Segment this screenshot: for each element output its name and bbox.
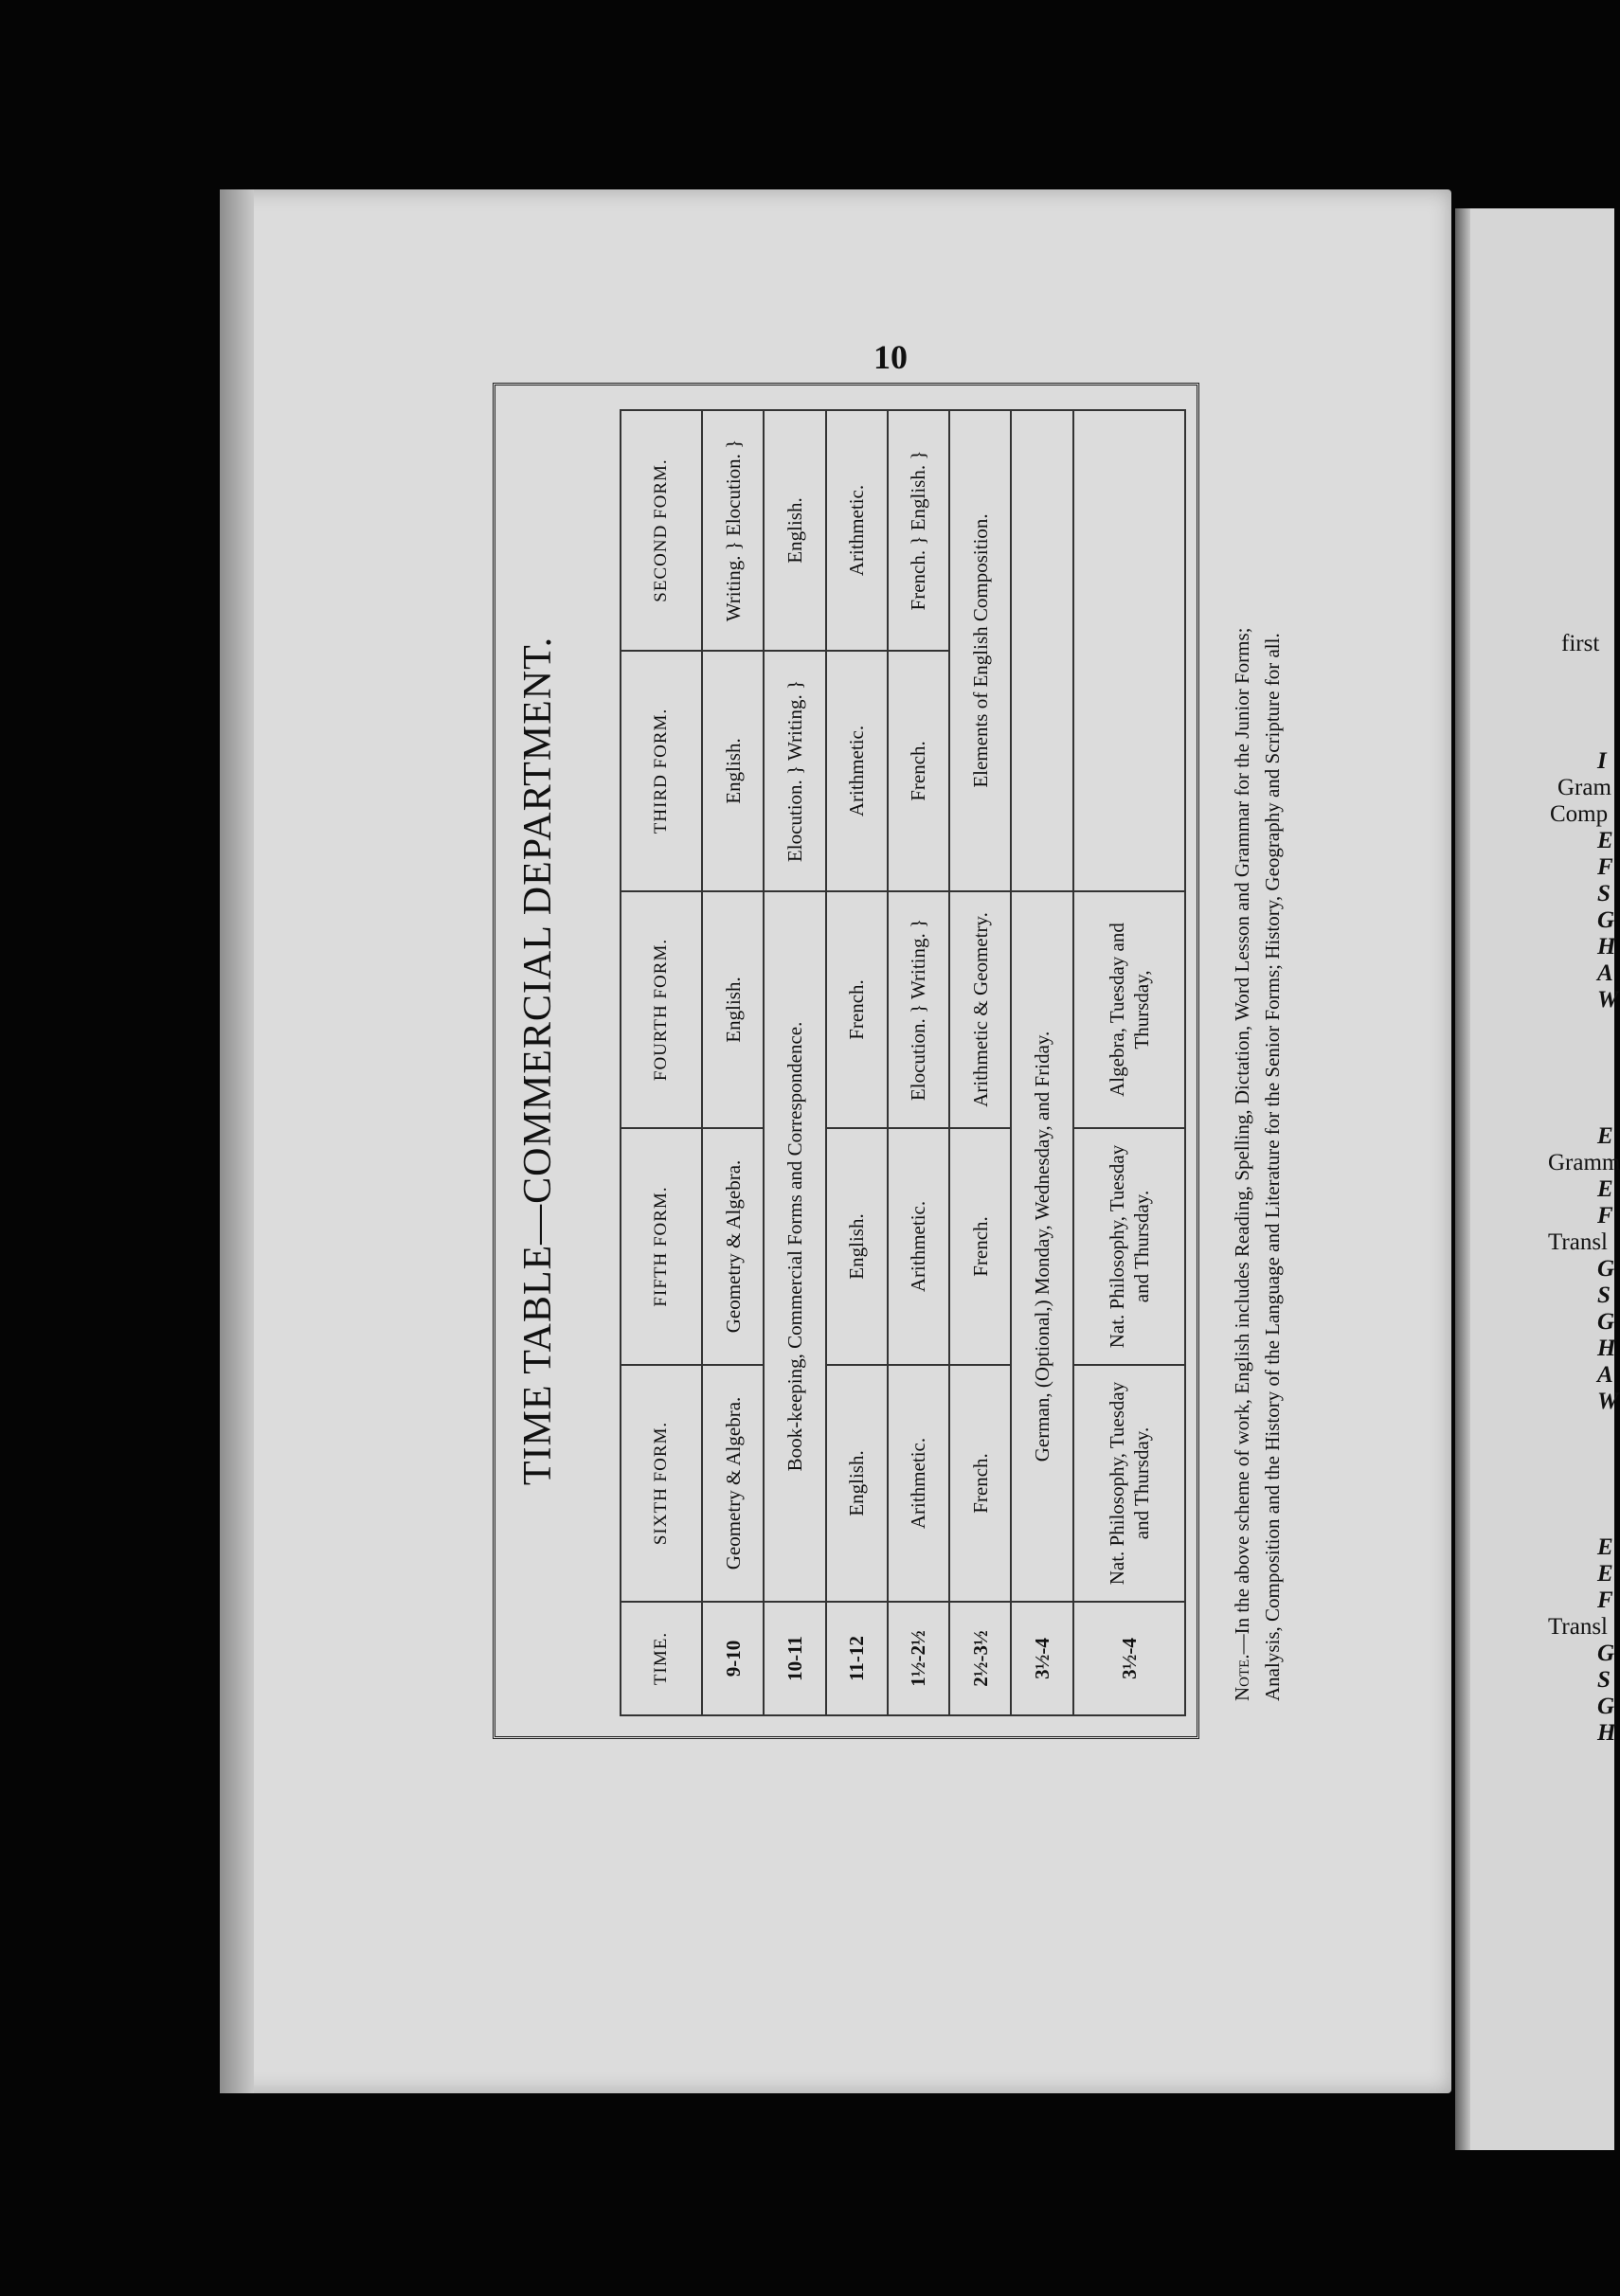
right-page-text: S bbox=[1597, 1283, 1611, 1308]
right-page-text: F bbox=[1597, 1587, 1613, 1613]
right-page-text: W bbox=[1597, 1389, 1619, 1414]
cell-third: English. bbox=[702, 651, 764, 891]
table-row bbox=[949, 410, 1011, 1715]
cell-sixth: Nat. Philosophy, Tuesday and Thursday. bbox=[1073, 1365, 1185, 1602]
table-row bbox=[826, 410, 888, 1715]
right-page bbox=[1455, 208, 1620, 2150]
cell-second: Arithmetic. bbox=[826, 410, 888, 651]
cell-fifth: Arithmetic. bbox=[888, 1128, 949, 1365]
right-page-text: G bbox=[1597, 1309, 1615, 1335]
time-cell: 9-10 bbox=[702, 1602, 764, 1715]
note-line-1: —In the above scheme of work, English includes Reading, Spelling, Dictation, Word Lesson and Grammar for the Junior Forms; bbox=[1231, 627, 1253, 1655]
cell-fourth: English. bbox=[702, 891, 764, 1128]
time-cell: 3½-4 bbox=[1073, 1602, 1185, 1715]
right-page-text: H bbox=[1597, 1336, 1616, 1361]
header-time: TIME. bbox=[621, 1602, 702, 1715]
cell-fourth: Elocution. } Writing. } bbox=[888, 891, 949, 1128]
cell-fourth: Arithmetic & Geometry. bbox=[949, 891, 1011, 1128]
time-cell: 2½-3½ bbox=[949, 1602, 1011, 1715]
note-lead: Note. bbox=[1231, 1654, 1253, 1701]
cell-second: English. bbox=[764, 410, 825, 651]
cell-third: French. bbox=[888, 651, 949, 891]
cell-sixth: Geometry & Algebra. bbox=[702, 1365, 764, 1602]
right-page-text: E bbox=[1597, 1123, 1613, 1149]
right-page-text: Gram bbox=[1557, 775, 1611, 800]
right-page-text: A bbox=[1597, 1362, 1613, 1388]
time-cell: 1½-2½ bbox=[888, 1602, 949, 1715]
footnote bbox=[1228, 404, 1287, 1701]
cell-empty bbox=[1073, 410, 1185, 891]
page-title: TIME TABLE—COMMERCIAL DEPARTMENT. bbox=[516, 636, 560, 1486]
cell-fifth: English. bbox=[826, 1128, 888, 1365]
right-page-text: Transl bbox=[1548, 1229, 1608, 1255]
note-line-2: Analysis, Composition and the History of the Language and Literature for the Senior Forms; History, Geography and Scripture for all. bbox=[1260, 633, 1284, 1701]
table-row bbox=[1011, 410, 1072, 1715]
time-cell: 3½-4 bbox=[1011, 1602, 1072, 1715]
right-page-text: E bbox=[1597, 1534, 1613, 1560]
table-row bbox=[1073, 410, 1185, 1715]
table-row bbox=[888, 410, 949, 1715]
right-page-text: H bbox=[1597, 934, 1616, 960]
rotated-content bbox=[493, 383, 1296, 1739]
cell-sixth: Arithmetic. bbox=[888, 1365, 949, 1602]
right-page-text: Gramm bbox=[1548, 1150, 1620, 1175]
right-page-text: A bbox=[1597, 960, 1613, 986]
cell-empty bbox=[1011, 410, 1072, 891]
right-page-text: E bbox=[1597, 1176, 1613, 1202]
right-page-text: F bbox=[1597, 1203, 1613, 1229]
header-fourth-form: FOURTH FORM. bbox=[621, 891, 702, 1128]
cell-fifth: French. bbox=[949, 1128, 1011, 1365]
header-sixth-form: SIXTH FORM. bbox=[621, 1365, 702, 1602]
cell-third: Elocution. } Writing. } bbox=[764, 651, 825, 891]
right-page-text: first bbox=[1561, 631, 1600, 656]
cell-fourth: French. bbox=[826, 891, 888, 1128]
page-number: 10 bbox=[873, 338, 908, 376]
right-page-text: G bbox=[1597, 907, 1615, 933]
cell-second: Writing. } Elocution. } bbox=[702, 410, 764, 651]
cell-sixth: English. bbox=[826, 1365, 888, 1602]
time-cell: 11-12 bbox=[826, 1602, 888, 1715]
cell-fifth: Nat. Philosophy, Tuesday and Thursday. bbox=[1073, 1128, 1185, 1365]
cell-merged: Elements of English Composition. bbox=[949, 410, 1011, 891]
right-page-text: G bbox=[1597, 1694, 1615, 1719]
table-row bbox=[702, 410, 764, 1715]
right-page-text: Comp bbox=[1550, 801, 1609, 827]
cell-second: French. } English. } bbox=[888, 410, 949, 651]
right-page-text: Transl bbox=[1548, 1614, 1608, 1640]
time-cell: 10-11 bbox=[764, 1602, 825, 1715]
right-page-text: H bbox=[1597, 1720, 1616, 1746]
cell-merged: German, (Optional,) Monday, Wednesday, and Friday. bbox=[1011, 891, 1072, 1602]
right-page-text: S bbox=[1597, 881, 1611, 906]
right-page-text: G bbox=[1597, 1641, 1615, 1666]
right-page-text: G bbox=[1597, 1256, 1615, 1282]
header-second-form: SECOND FORM. bbox=[621, 410, 702, 651]
right-page-text: W bbox=[1597, 987, 1619, 1013]
right-page-text: I bbox=[1597, 748, 1607, 774]
right-page-text: F bbox=[1597, 854, 1613, 880]
cell-fifth: Geometry & Algebra. bbox=[702, 1128, 764, 1365]
cell-third: Arithmetic. bbox=[826, 651, 888, 891]
right-page-text: E bbox=[1597, 1561, 1613, 1587]
cell-sixth: French. bbox=[949, 1365, 1011, 1602]
cell-fourth: Algebra, Tuesday and Thursday, bbox=[1073, 891, 1185, 1128]
timetable bbox=[620, 409, 1186, 1716]
table-row bbox=[764, 410, 825, 1715]
header-fifth-form: FIFTH FORM. bbox=[621, 1128, 702, 1365]
cell-merged: Book-keeping, Commercial Forms and Correspondence. bbox=[764, 891, 825, 1602]
header-row bbox=[621, 410, 702, 1715]
right-page-text: S bbox=[1597, 1667, 1611, 1693]
right-page-text: E bbox=[1597, 828, 1613, 853]
header-third-form: THIRD FORM. bbox=[621, 651, 702, 891]
